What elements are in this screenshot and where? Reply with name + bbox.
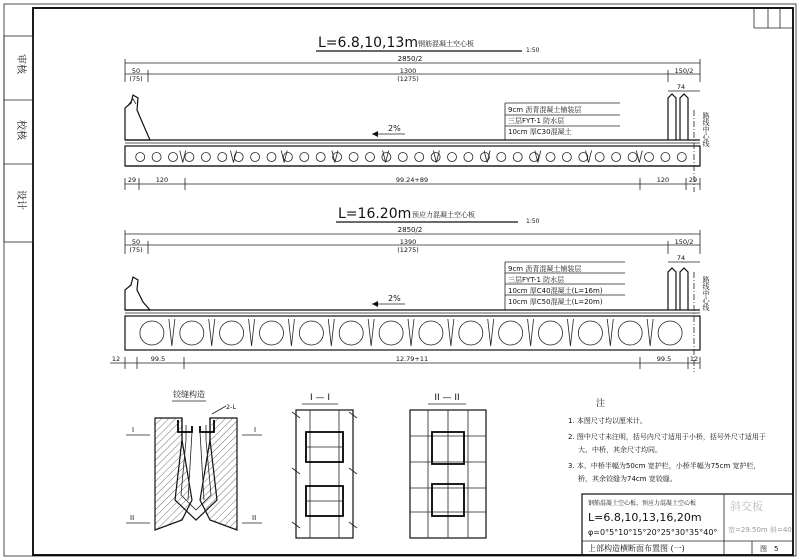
side-label-check: 校核 — [15, 120, 26, 140]
section-1-dim-left-paren: (75) — [129, 75, 143, 83]
section-1-title: L=6.8,10,13m — [318, 35, 418, 51]
slab-void — [562, 153, 571, 162]
section-2-cross-section — [110, 206, 710, 372]
section-2-scale: 1:50 — [526, 218, 540, 225]
section-1-dim-right: 150/2 — [674, 67, 694, 75]
section-2-dim-mid-paren: (1275) — [397, 246, 419, 254]
section-1-voids — [136, 151, 687, 163]
hinge-detail-title: 铰缝构造 — [173, 390, 205, 399]
title-block-faded-2: 宽=29.50m 斜=40 — [728, 526, 792, 534]
section-i-i-detail — [292, 393, 357, 538]
section-2-dim-left: 50 — [131, 238, 141, 246]
section-1-dim-right-small: 74 — [676, 83, 686, 91]
slab-void — [260, 321, 284, 345]
slab-void — [658, 321, 682, 345]
notes-item-2: 2. 图中尺寸未注明，括号内尺寸适用于小桥，括号外尺寸适用于 — [568, 433, 766, 441]
section-1-dim-mid: 1300 — [399, 67, 417, 75]
slab-void — [201, 153, 210, 162]
slab-void — [180, 321, 204, 345]
section-2-title-suffix: 预应力混凝土空心板 — [412, 211, 475, 219]
slab-void — [218, 153, 227, 162]
section-2-bottom-dim-3: 12.79+11 — [395, 355, 429, 363]
title-block-line-2: L=6.8,10,13,16,20m — [588, 511, 702, 524]
section-1-layer-1: 9cm 沥青混凝土铺装层 — [508, 106, 582, 114]
slab-void — [140, 321, 164, 345]
slab-void — [539, 321, 563, 345]
section-1-bottom-dim-4: 120 — [656, 176, 670, 184]
slab-joint — [408, 319, 414, 346]
section-1-bottom-dim-1: 29 — [127, 176, 137, 184]
slab-void — [398, 153, 407, 162]
title-block — [582, 494, 793, 555]
title-block-sheet-label: 图 — [760, 545, 767, 553]
slab-void — [136, 153, 145, 162]
slab-void — [267, 153, 276, 162]
slab-void — [349, 153, 358, 162]
hinge-detail — [126, 389, 262, 530]
title-block-line-1: 钢筋混凝土空心板、预应力混凝土空心板 — [588, 500, 697, 507]
section-2-dim-right: 150/2 — [674, 238, 694, 246]
slab-joint — [209, 319, 215, 346]
section-ii-ii-detail — [410, 393, 486, 538]
slab-void — [251, 153, 260, 162]
title-block-line-3: φ=0°5°10°15°20°25°30°35°40° — [588, 528, 718, 537]
slab-joint — [567, 319, 573, 346]
section-ii-ii-title: II — II — [434, 393, 460, 403]
section-1-bottom-dim-5: 29 — [688, 176, 698, 184]
section-2-layer-4: 10cm 厚C50混凝土(L=20m) — [508, 298, 603, 306]
slab-void — [628, 153, 637, 162]
slab-joint — [448, 319, 454, 346]
notes-heading: 注 — [596, 399, 606, 409]
section-1-cross-section — [125, 35, 710, 192]
section-1-bottom-dim-3: 99.24+89 — [395, 176, 429, 184]
hinge-mark-i-right: I — [254, 426, 257, 434]
section-1-layer-2: 三层FYT-1 防水层 — [508, 117, 565, 125]
slab-joint — [281, 151, 287, 163]
slab-joint — [169, 319, 175, 346]
title-block-sheet-no: 5 — [774, 545, 779, 553]
slab-void — [546, 153, 555, 162]
slab-void — [185, 153, 194, 162]
slab-void — [459, 321, 483, 345]
slab-void — [612, 153, 621, 162]
slab-void — [169, 153, 178, 162]
slab-void — [220, 321, 244, 345]
slab-joint — [607, 319, 613, 346]
section-2-voids — [140, 319, 682, 346]
section-2-dim-left-paren: (75) — [129, 246, 143, 254]
slab-void — [661, 153, 670, 162]
slab-void — [618, 321, 642, 345]
slab-joint — [528, 319, 534, 346]
section-1-dim-mid-paren: (1275) — [397, 75, 419, 83]
hinge-mark-ii-right: II — [252, 514, 257, 522]
side-label-design: 设计 — [15, 190, 26, 210]
slab-void — [300, 153, 309, 162]
notes-block — [568, 397, 766, 484]
slab-void — [595, 153, 604, 162]
slab-void — [499, 321, 523, 345]
notes-item-3: 大、中桥，其余尺寸均同。 — [578, 446, 662, 454]
slab-joint — [288, 319, 294, 346]
slab-joint — [535, 151, 541, 163]
section-1-centerline-label: 路线中心线 — [702, 112, 710, 147]
slab-void — [448, 153, 457, 162]
section-2-title: L=16.20m — [338, 206, 412, 222]
section-2-layer-2: 三层FYT-1 防水层 — [508, 276, 565, 284]
slab-void — [578, 321, 602, 345]
slab-joint — [368, 319, 374, 346]
section-1-slope: 2% — [388, 124, 401, 133]
slab-void — [415, 153, 424, 162]
section-2-slope: 2% — [388, 294, 401, 303]
section-2-bottom-dim-4: 99.5 — [656, 355, 672, 363]
corner-marks — [754, 8, 793, 28]
slab-void — [339, 321, 363, 345]
section-1-layer-3: 10cm 厚C30混凝土 — [508, 128, 572, 136]
slab-void — [366, 153, 375, 162]
section-1-scale: 1:50 — [526, 47, 540, 54]
slab-joint — [647, 319, 653, 346]
slab-joint — [249, 319, 255, 346]
section-2-dim-right-small: 74 — [676, 254, 686, 262]
slab-joint — [328, 319, 334, 346]
slab-void — [513, 153, 522, 162]
slab-void — [464, 153, 473, 162]
hinge-mark-i-left: I — [132, 426, 135, 434]
side-label-review: 审核 — [15, 54, 26, 74]
slab-void — [152, 153, 161, 162]
hinge-mark-ii-left: II — [130, 514, 135, 522]
section-2-layer-1: 9cm 沥青混凝土铺装层 — [508, 265, 582, 273]
approval-strip — [4, 36, 33, 242]
slab-void — [677, 153, 686, 162]
section-1-dim-left: 50 — [131, 67, 141, 75]
slab-void — [645, 153, 654, 162]
title-block-faded-1: 斜交板 — [730, 500, 763, 513]
section-2-bottom-dim-2: 99.5 — [150, 355, 166, 363]
section-1-dim-total: 2850/2 — [397, 55, 423, 63]
slab-void — [497, 153, 506, 162]
slab-joint — [488, 319, 494, 346]
section-2-bottom-dim-5: 12 — [689, 355, 699, 363]
notes-item-5: 桥，其余铰缝为74cm 宽铰缝。 — [578, 475, 677, 483]
slab-void — [419, 321, 443, 345]
section-2-dim-total: 2850/2 — [397, 226, 423, 234]
notes-item-4: 3. 本、中桥半幅为50cm 宽护栏，小桥半幅为75cm 宽护栏， — [568, 462, 761, 470]
hinge-callout: 2-L — [226, 403, 237, 411]
title-block-drawing-name: 上部构造横断面布置图 (一) — [588, 544, 685, 553]
section-2-centerline-label: 路线中心线 — [702, 276, 710, 311]
section-2-dim-mid: 1390 — [399, 238, 417, 246]
section-2-bottom-dim-1: 12 — [111, 355, 121, 363]
section-1-bottom-dim-2: 120 — [155, 176, 169, 184]
slab-void — [379, 321, 403, 345]
notes-item-1: 1. 本图尺寸均以厘米计。 — [568, 417, 647, 425]
slab-void — [299, 321, 323, 345]
section-1-title-suffix: 钢筋混凝土空心板 — [418, 40, 474, 48]
slab-void — [316, 153, 325, 162]
section-i-i-title: I — I — [309, 393, 331, 403]
section-2-layer-3: 10cm 厚C40混凝土(L=16m) — [508, 287, 603, 295]
